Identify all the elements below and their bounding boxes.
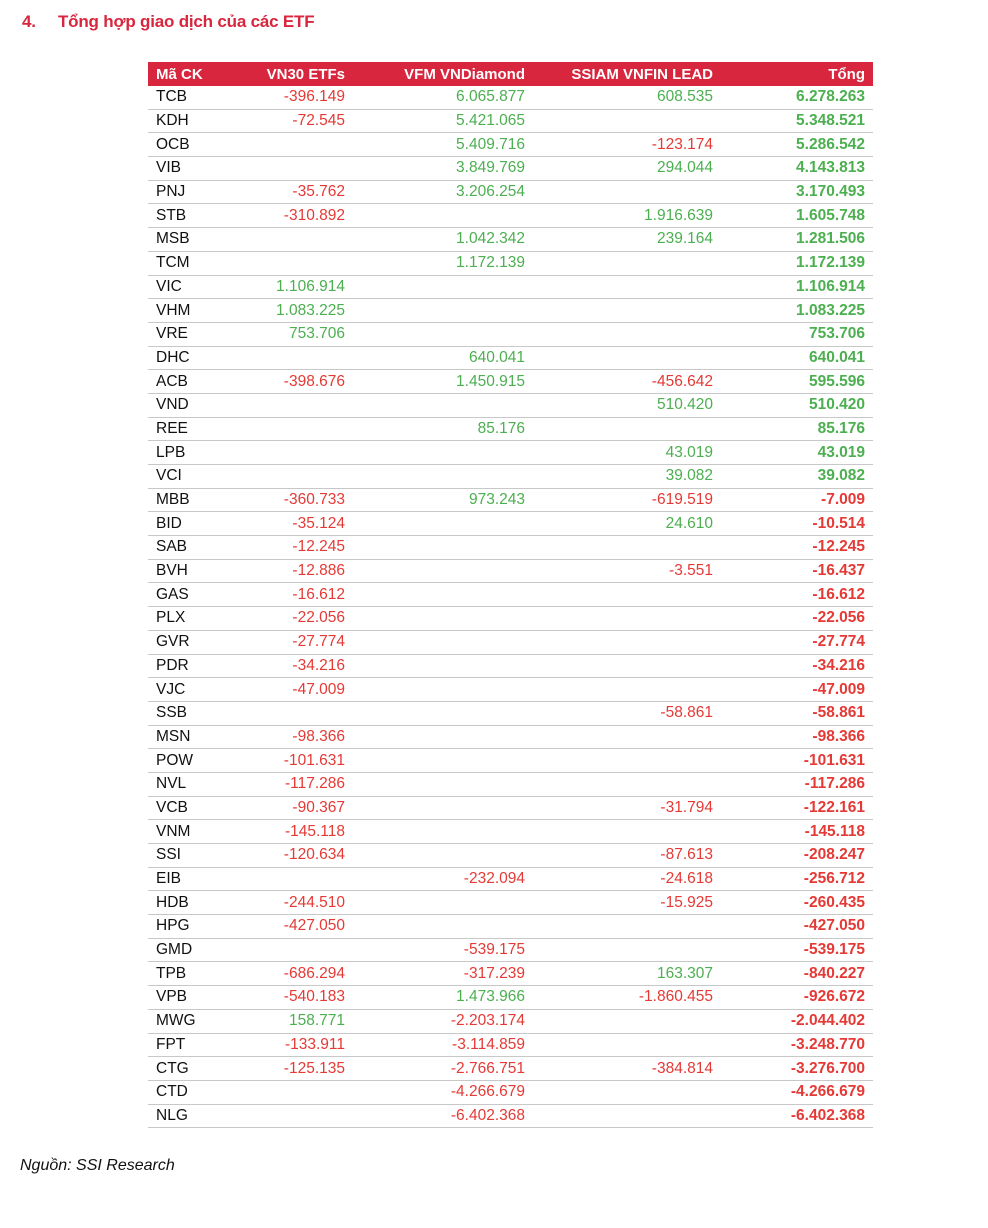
stock-code-cell: TCM <box>148 251 250 275</box>
vfm-vndiamond-cell <box>353 725 533 749</box>
table-row <box>148 820 873 844</box>
stock-code-cell: HDB <box>148 891 250 915</box>
vn30-etfs-cell: -396.149 <box>250 86 353 109</box>
ssiam-vnfin-lead-cell <box>533 749 721 773</box>
vn30-etfs-cell <box>250 417 353 441</box>
total-cell: -16.612 <box>721 583 873 607</box>
vfm-vndiamond-cell <box>353 322 533 346</box>
vfm-vndiamond-cell: -6.402.368 <box>353 1104 533 1128</box>
table-row <box>148 1104 873 1128</box>
vfm-vndiamond-cell: 3.849.769 <box>353 157 533 181</box>
vfm-vndiamond-cell <box>353 536 533 560</box>
total-cell: -539.175 <box>721 938 873 962</box>
vfm-vndiamond-cell <box>353 772 533 796</box>
table-row <box>148 583 873 607</box>
total-cell: 39.082 <box>721 465 873 489</box>
stock-code-cell: VIB <box>148 157 250 181</box>
table-header <box>148 62 873 86</box>
table-row <box>148 678 873 702</box>
column-header-ma-ck: Mã CK <box>148 62 250 86</box>
vfm-vndiamond-cell <box>353 559 533 583</box>
ssiam-vnfin-lead-cell <box>533 1080 721 1104</box>
total-cell: -3.276.700 <box>721 1057 873 1081</box>
vfm-vndiamond-cell: 5.421.065 <box>353 109 533 133</box>
table-row <box>148 915 873 939</box>
vfm-vndiamond-cell <box>353 275 533 299</box>
vn30-etfs-cell: -27.774 <box>250 630 353 654</box>
section-title: Tổng hợp giao dịch của các ETF <box>58 12 315 31</box>
table-row <box>148 1057 873 1081</box>
ssiam-vnfin-lead-cell <box>533 820 721 844</box>
table-row <box>148 180 873 204</box>
stock-code-cell: REE <box>148 417 250 441</box>
ssiam-vnfin-lead-cell <box>533 346 721 370</box>
stock-code-cell: HPG <box>148 915 250 939</box>
total-cell: 4.143.813 <box>721 157 873 181</box>
stock-code-cell: NLG <box>148 1104 250 1128</box>
stock-code-cell: GAS <box>148 583 250 607</box>
ssiam-vnfin-lead-cell: 1.916.639 <box>533 204 721 228</box>
table-body <box>148 86 873 1128</box>
vn30-etfs-cell: 158.771 <box>250 1009 353 1033</box>
vfm-vndiamond-cell <box>353 820 533 844</box>
total-cell: -256.712 <box>721 867 873 891</box>
table-row <box>148 1009 873 1033</box>
total-cell: -10.514 <box>721 512 873 536</box>
vn30-etfs-cell: -98.366 <box>250 725 353 749</box>
total-cell: 6.278.263 <box>721 86 873 109</box>
stock-code-cell: SSI <box>148 844 250 868</box>
table-row <box>148 701 873 725</box>
ssiam-vnfin-lead-cell: -87.613 <box>533 844 721 868</box>
total-cell: 5.286.542 <box>721 133 873 157</box>
stock-code-cell: BID <box>148 512 250 536</box>
table-row <box>148 749 873 773</box>
vn30-etfs-cell: -12.886 <box>250 559 353 583</box>
vn30-etfs-cell: -686.294 <box>250 962 353 986</box>
stock-code-cell: LPB <box>148 441 250 465</box>
ssiam-vnfin-lead-cell <box>533 275 721 299</box>
stock-code-cell: VNM <box>148 820 250 844</box>
table-row <box>148 393 873 417</box>
ssiam-vnfin-lead-cell: -58.861 <box>533 701 721 725</box>
header-row <box>148 62 873 86</box>
table-row <box>148 654 873 678</box>
stock-code-cell: POW <box>148 749 250 773</box>
stock-code-cell: VCI <box>148 465 250 489</box>
vn30-etfs-cell: -120.634 <box>250 844 353 868</box>
ssiam-vnfin-lead-cell: 163.307 <box>533 962 721 986</box>
vn30-etfs-cell <box>250 393 353 417</box>
vfm-vndiamond-cell: 973.243 <box>353 488 533 512</box>
ssiam-vnfin-lead-cell: -15.925 <box>533 891 721 915</box>
vn30-etfs-cell: -310.892 <box>250 204 353 228</box>
table-row <box>148 1033 873 1057</box>
vfm-vndiamond-cell <box>353 630 533 654</box>
vfm-vndiamond-cell: 1.042.342 <box>353 228 533 252</box>
vfm-vndiamond-cell <box>353 299 533 323</box>
vn30-etfs-cell <box>250 346 353 370</box>
table-row <box>148 228 873 252</box>
vfm-vndiamond-cell <box>353 607 533 631</box>
ssiam-vnfin-lead-cell <box>533 915 721 939</box>
stock-code-cell: GVR <box>148 630 250 654</box>
source-note: Nguồn: SSI Research <box>20 1157 175 1174</box>
ssiam-vnfin-lead-cell: 294.044 <box>533 157 721 181</box>
total-cell: -427.050 <box>721 915 873 939</box>
vfm-vndiamond-cell: -539.175 <box>353 938 533 962</box>
ssiam-vnfin-lead-cell <box>533 1009 721 1033</box>
ssiam-vnfin-lead-cell <box>533 630 721 654</box>
ssiam-vnfin-lead-cell: -619.519 <box>533 488 721 512</box>
vfm-vndiamond-cell <box>353 701 533 725</box>
stock-code-cell: EIB <box>148 867 250 891</box>
total-cell: -4.266.679 <box>721 1080 873 1104</box>
stock-code-cell: BVH <box>148 559 250 583</box>
stock-code-cell: VHM <box>148 299 250 323</box>
stock-code-cell: MSN <box>148 725 250 749</box>
vn30-etfs-cell: -35.124 <box>250 512 353 536</box>
total-cell: 1.083.225 <box>721 299 873 323</box>
ssiam-vnfin-lead-cell: -24.618 <box>533 867 721 891</box>
vn30-etfs-cell: -117.286 <box>250 772 353 796</box>
ssiam-vnfin-lead-cell <box>533 417 721 441</box>
ssiam-vnfin-lead-cell <box>533 1033 721 1057</box>
table-row <box>148 322 873 346</box>
total-cell: 1.281.506 <box>721 228 873 252</box>
table-row <box>148 465 873 489</box>
table-row <box>148 370 873 394</box>
vn30-etfs-cell: -72.545 <box>250 109 353 133</box>
table-row <box>148 417 873 441</box>
total-cell: -117.286 <box>721 772 873 796</box>
vfm-vndiamond-cell <box>353 844 533 868</box>
table-row <box>148 725 873 749</box>
total-cell: -58.861 <box>721 701 873 725</box>
stock-code-cell: CTG <box>148 1057 250 1081</box>
total-cell: -260.435 <box>721 891 873 915</box>
vn30-etfs-cell <box>250 441 353 465</box>
vfm-vndiamond-cell: -232.094 <box>353 867 533 891</box>
vfm-vndiamond-cell: -3.114.859 <box>353 1033 533 1057</box>
total-cell: 1.605.748 <box>721 204 873 228</box>
stock-code-cell: FPT <box>148 1033 250 1057</box>
ssiam-vnfin-lead-cell <box>533 725 721 749</box>
vfm-vndiamond-cell: 1.172.139 <box>353 251 533 275</box>
vn30-etfs-cell: -427.050 <box>250 915 353 939</box>
table-row <box>148 512 873 536</box>
vfm-vndiamond-cell: 1.473.966 <box>353 986 533 1010</box>
stock-code-cell: KDH <box>148 109 250 133</box>
stock-code-cell: MBB <box>148 488 250 512</box>
vn30-etfs-cell: -16.612 <box>250 583 353 607</box>
stock-code-cell: VJC <box>148 678 250 702</box>
vn30-etfs-cell: -244.510 <box>250 891 353 915</box>
vfm-vndiamond-cell: 85.176 <box>353 417 533 441</box>
total-cell: -840.227 <box>721 962 873 986</box>
total-cell: -926.672 <box>721 986 873 1010</box>
stock-code-cell: VND <box>148 393 250 417</box>
table-row <box>148 844 873 868</box>
vfm-vndiamond-cell <box>353 654 533 678</box>
stock-code-cell: PLX <box>148 607 250 631</box>
vfm-vndiamond-cell: -2.766.751 <box>353 1057 533 1081</box>
vfm-vndiamond-cell <box>353 749 533 773</box>
total-cell: -34.216 <box>721 654 873 678</box>
vfm-vndiamond-cell <box>353 441 533 465</box>
ssiam-vnfin-lead-cell: 39.082 <box>533 465 721 489</box>
vfm-vndiamond-cell: 3.206.254 <box>353 180 533 204</box>
vn30-etfs-cell: -35.762 <box>250 180 353 204</box>
stock-code-cell: OCB <box>148 133 250 157</box>
stock-code-cell: PDR <box>148 654 250 678</box>
total-cell: 595.596 <box>721 370 873 394</box>
table-row <box>148 1080 873 1104</box>
total-cell: -27.774 <box>721 630 873 654</box>
stock-code-cell: SSB <box>148 701 250 725</box>
table-row <box>148 986 873 1010</box>
vn30-etfs-cell: -145.118 <box>250 820 353 844</box>
stock-code-cell: ACB <box>148 370 250 394</box>
ssiam-vnfin-lead-cell <box>533 583 721 607</box>
ssiam-vnfin-lead-cell: 608.535 <box>533 86 721 109</box>
vn30-etfs-cell: -540.183 <box>250 986 353 1010</box>
total-cell: -2.044.402 <box>721 1009 873 1033</box>
ssiam-vnfin-lead-cell: 510.420 <box>533 393 721 417</box>
vn30-etfs-cell <box>250 465 353 489</box>
total-cell: -22.056 <box>721 607 873 631</box>
vfm-vndiamond-cell <box>353 465 533 489</box>
table-row <box>148 441 873 465</box>
vfm-vndiamond-cell <box>353 915 533 939</box>
vn30-etfs-cell <box>250 1104 353 1128</box>
ssiam-vnfin-lead-cell: -31.794 <box>533 796 721 820</box>
vfm-vndiamond-cell: 5.409.716 <box>353 133 533 157</box>
stock-code-cell: VIC <box>148 275 250 299</box>
vn30-etfs-cell: -360.733 <box>250 488 353 512</box>
table-row <box>148 133 873 157</box>
vn30-etfs-cell: 1.083.225 <box>250 299 353 323</box>
column-header-ssiam-vnfin-lead: SSIAM VNFIN LEAD <box>533 62 721 86</box>
stock-code-cell: SAB <box>148 536 250 560</box>
vfm-vndiamond-cell: 6.065.877 <box>353 86 533 109</box>
stock-code-cell: VRE <box>148 322 250 346</box>
table-row <box>148 86 873 109</box>
ssiam-vnfin-lead-cell <box>533 322 721 346</box>
ssiam-vnfin-lead-cell <box>533 299 721 323</box>
ssiam-vnfin-lead-cell <box>533 938 721 962</box>
stock-code-cell: MSB <box>148 228 250 252</box>
ssiam-vnfin-lead-cell <box>533 678 721 702</box>
total-cell: -12.245 <box>721 536 873 560</box>
stock-code-cell: TPB <box>148 962 250 986</box>
ssiam-vnfin-lead-cell <box>533 180 721 204</box>
table-row <box>148 559 873 583</box>
vn30-etfs-cell: -22.056 <box>250 607 353 631</box>
table-row <box>148 867 873 891</box>
vn30-etfs-cell <box>250 867 353 891</box>
ssiam-vnfin-lead-cell <box>533 109 721 133</box>
stock-code-cell: PNJ <box>148 180 250 204</box>
ssiam-vnfin-lead-cell: 43.019 <box>533 441 721 465</box>
table-row <box>148 109 873 133</box>
table-row <box>148 346 873 370</box>
stock-code-cell: DHC <box>148 346 250 370</box>
vn30-etfs-cell <box>250 133 353 157</box>
ssiam-vnfin-lead-cell: -123.174 <box>533 133 721 157</box>
table-row <box>148 796 873 820</box>
total-cell: 753.706 <box>721 322 873 346</box>
vfm-vndiamond-cell <box>353 512 533 536</box>
vfm-vndiamond-cell: -4.266.679 <box>353 1080 533 1104</box>
total-cell: -122.161 <box>721 796 873 820</box>
total-cell: 1.172.139 <box>721 251 873 275</box>
vfm-vndiamond-cell: -2.203.174 <box>353 1009 533 1033</box>
vn30-etfs-cell <box>250 251 353 275</box>
vfm-vndiamond-cell: 1.450.915 <box>353 370 533 394</box>
table-row <box>148 938 873 962</box>
vn30-etfs-cell: -47.009 <box>250 678 353 702</box>
total-cell: 3.170.493 <box>721 180 873 204</box>
total-cell: 640.041 <box>721 346 873 370</box>
ssiam-vnfin-lead-cell <box>533 1104 721 1128</box>
ssiam-vnfin-lead-cell: -3.551 <box>533 559 721 583</box>
stock-code-cell: STB <box>148 204 250 228</box>
ssiam-vnfin-lead-cell: -1.860.455 <box>533 986 721 1010</box>
vn30-etfs-cell <box>250 157 353 181</box>
column-header-vfm-vndiamond: VFM VNDiamond <box>353 62 533 86</box>
vn30-etfs-cell: -398.676 <box>250 370 353 394</box>
vn30-etfs-cell <box>250 228 353 252</box>
ssiam-vnfin-lead-cell <box>533 536 721 560</box>
table-row <box>148 891 873 915</box>
ssiam-vnfin-lead-cell: -456.642 <box>533 370 721 394</box>
stock-code-cell: VPB <box>148 986 250 1010</box>
vn30-etfs-cell: -34.216 <box>250 654 353 678</box>
column-header-tong: Tổng <box>721 62 873 86</box>
table-row <box>148 488 873 512</box>
total-cell: -101.631 <box>721 749 873 773</box>
vfm-vndiamond-cell: 640.041 <box>353 346 533 370</box>
vn30-etfs-cell: -12.245 <box>250 536 353 560</box>
vn30-etfs-cell: -125.135 <box>250 1057 353 1081</box>
stock-code-cell: MWG <box>148 1009 250 1033</box>
table-row <box>148 630 873 654</box>
vfm-vndiamond-cell <box>353 204 533 228</box>
ssiam-vnfin-lead-cell: 24.610 <box>533 512 721 536</box>
table-row <box>148 772 873 796</box>
ssiam-vnfin-lead-cell: -384.814 <box>533 1057 721 1081</box>
table-row <box>148 204 873 228</box>
vn30-etfs-cell: -101.631 <box>250 749 353 773</box>
table-row <box>148 607 873 631</box>
table-row <box>148 251 873 275</box>
total-cell: -7.009 <box>721 488 873 512</box>
total-cell: -16.437 <box>721 559 873 583</box>
table-row <box>148 275 873 299</box>
vn30-etfs-cell <box>250 1080 353 1104</box>
vn30-etfs-cell <box>250 938 353 962</box>
vfm-vndiamond-cell <box>353 583 533 607</box>
vn30-etfs-cell <box>250 701 353 725</box>
vn30-etfs-cell: 753.706 <box>250 322 353 346</box>
stock-code-cell: GMD <box>148 938 250 962</box>
total-cell: 1.106.914 <box>721 275 873 299</box>
table-row <box>148 962 873 986</box>
stock-code-cell: NVL <box>148 772 250 796</box>
ssiam-vnfin-lead-cell <box>533 251 721 275</box>
vfm-vndiamond-cell <box>353 891 533 915</box>
total-cell: 43.019 <box>721 441 873 465</box>
vfm-vndiamond-cell <box>353 796 533 820</box>
ssiam-vnfin-lead-cell <box>533 607 721 631</box>
stock-code-cell: VCB <box>148 796 250 820</box>
stock-code-cell: CTD <box>148 1080 250 1104</box>
table-row <box>148 157 873 181</box>
vfm-vndiamond-cell <box>353 393 533 417</box>
etf-transactions-table <box>148 62 873 1128</box>
total-cell: 85.176 <box>721 417 873 441</box>
ssiam-vnfin-lead-cell <box>533 654 721 678</box>
total-cell: -208.247 <box>721 844 873 868</box>
total-cell: -3.248.770 <box>721 1033 873 1057</box>
section-number: 4. <box>22 12 36 31</box>
stock-code-cell: TCB <box>148 86 250 109</box>
table-row <box>148 299 873 323</box>
column-header-vn30-etfs: VN30 ETFs <box>250 62 353 86</box>
vn30-etfs-cell: -133.911 <box>250 1033 353 1057</box>
total-cell: -6.402.368 <box>721 1104 873 1128</box>
vfm-vndiamond-cell <box>353 678 533 702</box>
table-row <box>148 536 873 560</box>
total-cell: -145.118 <box>721 820 873 844</box>
total-cell: -47.009 <box>721 678 873 702</box>
total-cell: 510.420 <box>721 393 873 417</box>
vn30-etfs-cell: 1.106.914 <box>250 275 353 299</box>
ssiam-vnfin-lead-cell <box>533 772 721 796</box>
total-cell: 5.348.521 <box>721 109 873 133</box>
total-cell: -98.366 <box>721 725 873 749</box>
vfm-vndiamond-cell: -317.239 <box>353 962 533 986</box>
vn30-etfs-cell: -90.367 <box>250 796 353 820</box>
ssiam-vnfin-lead-cell: 239.164 <box>533 228 721 252</box>
section-heading <box>22 12 314 32</box>
